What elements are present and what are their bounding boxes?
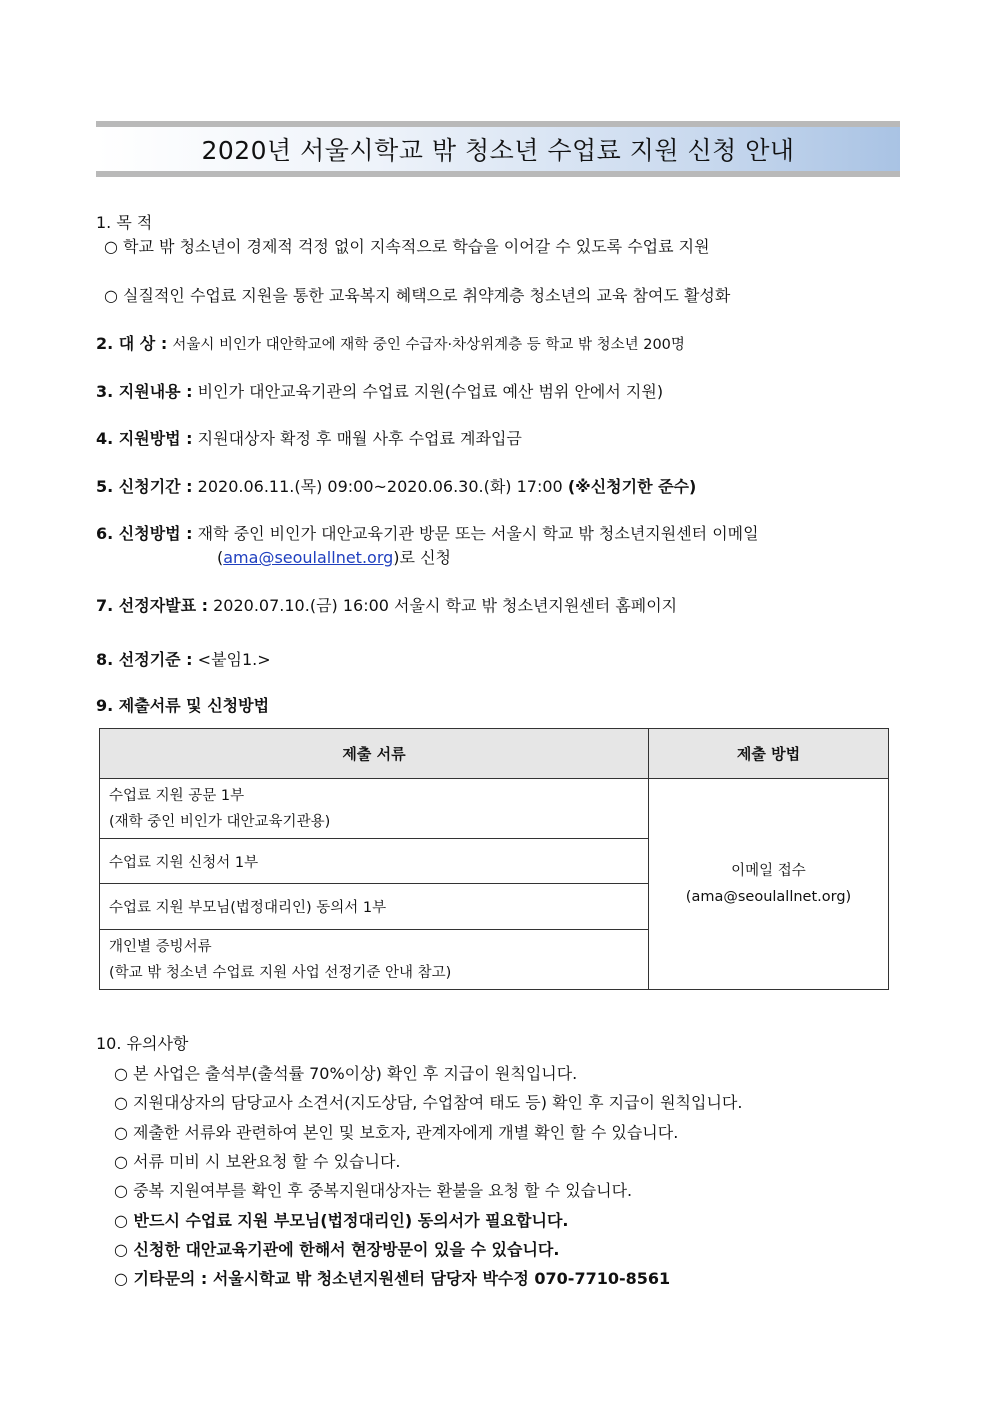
- announce-row: [96, 593, 677, 616]
- method-cell: [649, 779, 889, 990]
- table-row: [100, 779, 889, 839]
- note-item-4: ○ 서류 미비 시 보완요청 할 수 있습니다.: [114, 1152, 401, 1171]
- purpose-heading: 1. 목 적: [96, 213, 153, 232]
- target-label: 2. 대 상 :: [96, 334, 168, 353]
- col-method-header: 제출 방법: [649, 729, 889, 779]
- apply-row: [96, 521, 759, 544]
- doc-cell-2: 수업료 지원 신청서 1부: [100, 839, 649, 884]
- doc-cell-4: [100, 930, 649, 990]
- doc-1-line2: (재학 중인 비인가 대안교육기관용): [109, 813, 331, 830]
- target-text: 서울시 비인가 대안학교에 재학 중인 수급자·차상위계층 등 학교 밖 청소년 200명: [172, 337, 685, 353]
- period-text: 2020.06.11.(목) 09:00~2020.06.30.(화) 17:00: [197, 477, 563, 496]
- period-label: 5. 신청기간 :: [96, 477, 193, 496]
- apply-text-line1: 재학 중인 비인가 대안교육기관 방문 또는 서울시 학교 밖 청소년지원센터 이메일: [197, 524, 759, 543]
- support-label: 3. 지원내용 :: [96, 382, 193, 401]
- method-line2: (ama@seoulallnet.org): [685, 889, 852, 905]
- apply-label: 6. 신청방법 :: [96, 524, 193, 543]
- method-line1: 이메일 접수: [731, 863, 806, 879]
- support-row: [96, 379, 663, 402]
- criteria-label: 8. 선정기준 :: [96, 650, 193, 669]
- announce-label: 7. 선정자발표 :: [96, 596, 209, 615]
- apply-paren-close: )로 신청: [393, 548, 451, 567]
- apply-line2: [217, 545, 451, 568]
- docs-table-header: [100, 729, 889, 779]
- criteria-row: [96, 647, 271, 670]
- title-banner: [96, 121, 900, 177]
- apply-paren-open: (: [217, 548, 224, 567]
- col-docs-header: 제출 서류: [100, 729, 649, 779]
- doc-4-line1: 개인별 증빙서류: [109, 938, 212, 955]
- period-note: (※신청기한 준수): [567, 477, 697, 496]
- method-label: 4. 지원방법 :: [96, 429, 193, 448]
- docs-heading: 9. 제출서류 및 신청방법: [96, 696, 270, 715]
- note-item-1: ○ 본 사업은 출석부(출석률 70%이상) 확인 후 지급이 원칙입니다.: [114, 1064, 578, 1083]
- doc-cell-1: [100, 779, 649, 839]
- note-bold-2: ○ 신청한 대안교육기관에 한해서 현장방문이 있을 수 있습니다.: [114, 1240, 560, 1259]
- method-text: 지원대상자 확정 후 매월 사후 수업료 계좌입금: [197, 429, 522, 448]
- period-row: [96, 474, 696, 497]
- purpose-item-2: ○ 실질적인 수업료 지원을 통한 교육복지 혜택으로 취약계층 청소년의 교육 참여도 활성화: [104, 286, 731, 305]
- note-item-3: ○ 제출한 서류와 관련하여 본인 및 보호자, 관계자에게 개별 확인 할 수 있습니다.: [114, 1123, 679, 1142]
- method-row: [96, 426, 522, 449]
- page-title: 2020년 서울시학교 밖 청소년 수업료 지원 신청 안내: [201, 136, 795, 165]
- docs-table: [99, 728, 889, 990]
- note-bold-1: ○ 반드시 수업료 지원 부모님(법정대리인) 동의서가 필요합니다.: [114, 1211, 569, 1230]
- note-bold-3: ○ 기타문의 : 서울시학교 밖 청소년지원센터 담당자 박수정 070-7710-8561: [114, 1269, 671, 1288]
- doc-1-line1: 수업료 지원 공문 1부: [109, 787, 245, 804]
- notes-heading: 10. 유의사항: [96, 1034, 189, 1053]
- criteria-text: <붙임1.>: [197, 650, 271, 669]
- note-item-5: ○ 중복 지원여부를 확인 후 중복지원대상자는 환불을 요청 할 수 있습니다.: [114, 1181, 633, 1200]
- support-text: 비인가 대안교육기관의 수업료 지원(수업료 예산 범위 안에서 지원): [197, 382, 664, 401]
- target-row: [96, 331, 685, 354]
- apply-email-link[interactable]: ama@seoulallnet.org: [223, 548, 394, 567]
- note-item-2: ○ 지원대상자의 담당교사 소견서(지도상담, 수업참여 태도 등) 확인 후 지급이 원칙입니다.: [114, 1093, 743, 1112]
- doc-4-line2: (학교 밖 청소년 수업료 지원 사업 선정기준 안내 참고): [109, 964, 452, 981]
- purpose-item-1: ○ 학교 밖 청소년이 경제적 걱정 없이 지속적으로 학습을 이어갈 수 있도록 수업료 지원: [104, 237, 710, 256]
- announce-text: 2020.07.10.(금) 16:00 서울시 학교 밖 청소년지원센터 홈페이지: [213, 596, 678, 615]
- doc-cell-3: 수업료 지원 부모님(법정대리인) 동의서 1부: [100, 884, 649, 930]
